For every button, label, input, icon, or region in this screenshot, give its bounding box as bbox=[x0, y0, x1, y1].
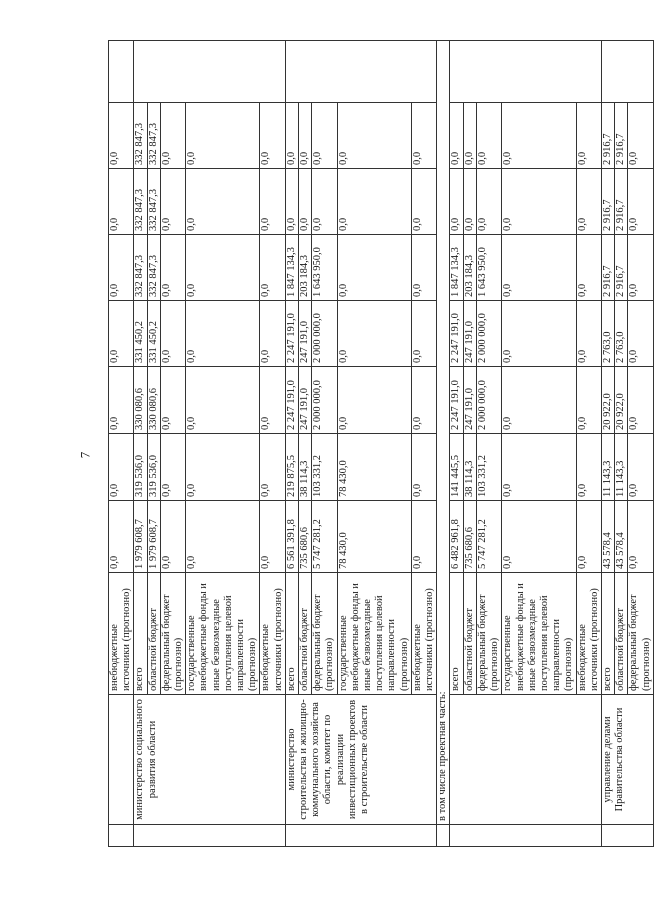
value-cell: 0,0 bbox=[260, 434, 285, 501]
value-cell: 0,0 bbox=[411, 367, 436, 434]
source-cell: областной бюджет bbox=[147, 573, 160, 695]
value-cell: 6 561 391,8 bbox=[285, 501, 298, 573]
value-cell: 0,0 bbox=[160, 103, 185, 169]
value-cell: 103 331,2 bbox=[476, 434, 501, 501]
table-row bbox=[601, 41, 614, 847]
value-cell: 1 643 950,0 bbox=[312, 235, 337, 301]
table-row bbox=[285, 41, 298, 847]
value-cell: 0,0 bbox=[576, 434, 601, 501]
value-cell: 20 922,0 bbox=[601, 367, 614, 434]
value-cell: 0,0 bbox=[411, 103, 436, 169]
value-cell: 319 536,0 bbox=[147, 434, 160, 501]
value-cell: 0,0 bbox=[260, 235, 285, 301]
value-cell: 0,0 bbox=[160, 301, 185, 367]
value-cell: 0,0 bbox=[628, 434, 653, 501]
source-cell: всего bbox=[285, 573, 298, 695]
value-cell: 0,0 bbox=[628, 169, 653, 235]
value-cell: 0,0 bbox=[260, 367, 285, 434]
value-cell: 0,0 bbox=[628, 235, 653, 301]
value-cell: 2 247 191,0 bbox=[450, 367, 463, 434]
value-cell: 2 763,0 bbox=[601, 301, 614, 367]
value-cell: 2 763,0 bbox=[615, 301, 628, 367]
value-cell: 0,0 bbox=[628, 103, 653, 169]
blank-cell bbox=[109, 825, 134, 847]
source-cell: федеральный бюджет (прогнозно) bbox=[476, 573, 501, 695]
value-cell: 332 847,3 bbox=[134, 235, 147, 301]
table-row bbox=[109, 41, 134, 847]
source-cell: федеральный бюджет (прогнозно) bbox=[312, 573, 337, 695]
value-cell: 0,0 bbox=[337, 235, 411, 301]
value-cell: 0,0 bbox=[109, 434, 134, 501]
value-cell: 0,0 bbox=[312, 169, 337, 235]
value-cell: 0,0 bbox=[411, 169, 436, 235]
table-row bbox=[134, 41, 147, 847]
value-cell: 1 643 950,0 bbox=[476, 235, 501, 301]
value-cell: 332 847,3 bbox=[147, 169, 160, 235]
value-cell: 0,0 bbox=[411, 501, 436, 573]
blank-cell bbox=[601, 41, 653, 103]
org-cell bbox=[109, 695, 134, 825]
blank-cell bbox=[601, 825, 653, 847]
value-cell: 0,0 bbox=[411, 235, 436, 301]
value-cell: 0,0 bbox=[186, 235, 260, 301]
value-cell: 203 184,3 bbox=[299, 235, 312, 301]
value-cell: 78 430,0 bbox=[337, 434, 411, 501]
source-cell: внебюджетные источники (прогнозно) bbox=[109, 573, 134, 695]
value-cell: 219 875,5 bbox=[285, 434, 298, 501]
value-cell: 0,0 bbox=[502, 235, 576, 301]
value-cell: 0,0 bbox=[576, 103, 601, 169]
value-cell: 0,0 bbox=[186, 434, 260, 501]
value-cell: 0,0 bbox=[502, 103, 576, 169]
source-cell: областной бюджет bbox=[615, 573, 628, 695]
value-cell: 0,0 bbox=[186, 367, 260, 434]
value-cell: 0,0 bbox=[186, 169, 260, 235]
source-cell: государственные внебюджетные фонды и иные безвозмездные поступления целевой направленности (прогнозно) bbox=[337, 573, 411, 695]
value-cell: 331 450,2 bbox=[134, 301, 147, 367]
source-cell: федеральный бюджет (прогнозно) bbox=[160, 573, 185, 695]
value-cell: 0,0 bbox=[312, 103, 337, 169]
value-cell: 38 114,3 bbox=[299, 434, 312, 501]
value-cell: 319 536,0 bbox=[134, 434, 147, 501]
value-cell: 0,0 bbox=[576, 301, 601, 367]
value-cell: 0,0 bbox=[411, 301, 436, 367]
value-cell: 38 114,3 bbox=[463, 434, 476, 501]
value-cell: 0,0 bbox=[502, 169, 576, 235]
value-cell: 0,0 bbox=[576, 367, 601, 434]
source-cell: внебюджетные источники (прогнозно) bbox=[576, 573, 601, 695]
value-cell: 1 847 134,3 bbox=[285, 235, 298, 301]
value-cell: 0,0 bbox=[160, 169, 185, 235]
value-cell: 0,0 bbox=[260, 169, 285, 235]
value-cell: 0,0 bbox=[160, 434, 185, 501]
value-cell: 0,0 bbox=[260, 301, 285, 367]
source-cell: всего bbox=[450, 573, 463, 695]
value-cell: 0,0 bbox=[160, 235, 185, 301]
source-cell: государственные внебюджетные фонды и иные безвозмездные поступления целевой направленности (прогнозно) bbox=[502, 573, 576, 695]
value-cell: 332 847,3 bbox=[134, 169, 147, 235]
value-cell: 247 191,0 bbox=[463, 367, 476, 434]
value-cell: 0,0 bbox=[109, 169, 134, 235]
value-cell: 0,0 bbox=[502, 434, 576, 501]
value-cell: 0,0 bbox=[502, 367, 576, 434]
value-cell: 0,0 bbox=[186, 501, 260, 573]
value-cell: 0,0 bbox=[186, 301, 260, 367]
value-cell: 2 247 191,0 bbox=[285, 301, 298, 367]
value-cell: 203 184,3 bbox=[463, 235, 476, 301]
value-cell: 330 080,6 bbox=[134, 367, 147, 434]
blank-cell bbox=[437, 825, 450, 847]
value-cell: 735 680,6 bbox=[299, 501, 312, 573]
blank-cell bbox=[109, 41, 134, 103]
budget-table bbox=[108, 40, 654, 847]
source-cell: областной бюджет bbox=[463, 573, 476, 695]
value-cell: 0,0 bbox=[337, 301, 411, 367]
source-cell: областной бюджет bbox=[299, 573, 312, 695]
budget-table-rotated bbox=[108, 61, 652, 847]
blank-cell bbox=[285, 41, 436, 103]
value-cell: 0,0 bbox=[160, 501, 185, 573]
value-cell: 0,0 bbox=[299, 169, 312, 235]
value-cell: 0,0 bbox=[109, 103, 134, 169]
source-cell: внебюджетные источники (прогнозно) bbox=[411, 573, 436, 695]
value-cell: 0,0 bbox=[463, 169, 476, 235]
value-cell: 2 916,7 bbox=[601, 169, 614, 235]
source-cell: федеральный бюджет (прогнозно) bbox=[628, 573, 653, 695]
org-cell: министерство строительства и жилищно-коммунального хозяйства области, комитет по реализации инвестиционных проектов в строительстве области bbox=[285, 695, 436, 825]
value-cell: 2 247 191,0 bbox=[450, 301, 463, 367]
source-cell: всего bbox=[601, 573, 614, 695]
value-cell: 0,0 bbox=[109, 501, 134, 573]
value-cell: 0,0 bbox=[285, 169, 298, 235]
value-cell: 0,0 bbox=[109, 301, 134, 367]
value-cell: 78 430,0 bbox=[337, 501, 411, 573]
value-cell: 0,0 bbox=[628, 367, 653, 434]
value-cell: 247 191,0 bbox=[299, 367, 312, 434]
value-cell: 2 916,7 bbox=[601, 235, 614, 301]
value-cell: 0,0 bbox=[502, 501, 576, 573]
value-cell: 43 578,4 bbox=[615, 501, 628, 573]
source-cell: государственные внебюджетные фонды и иные безвозмездные поступления целевой направленности (прогнозно) bbox=[186, 573, 260, 695]
value-cell: 1 979 608,7 bbox=[134, 501, 147, 573]
value-cell: 332 847,3 bbox=[147, 235, 160, 301]
value-cell: 735 680,6 bbox=[463, 501, 476, 573]
value-cell: 0,0 bbox=[476, 103, 501, 169]
value-cell: 2 916,7 bbox=[615, 169, 628, 235]
value-cell: 0,0 bbox=[337, 367, 411, 434]
blank-cell bbox=[450, 825, 601, 847]
value-cell: 0,0 bbox=[463, 103, 476, 169]
value-cell: 247 191,0 bbox=[299, 301, 312, 367]
value-cell: 331 450,2 bbox=[147, 301, 160, 367]
value-cell: 0,0 bbox=[628, 301, 653, 367]
value-cell: 332 847,3 bbox=[147, 103, 160, 169]
value-cell: 0,0 bbox=[260, 103, 285, 169]
value-cell: 0,0 bbox=[160, 367, 185, 434]
value-cell: 0,0 bbox=[299, 103, 312, 169]
value-cell: 1 979 608,7 bbox=[147, 501, 160, 573]
org-cell bbox=[450, 695, 601, 825]
value-cell: 0,0 bbox=[109, 367, 134, 434]
value-cell: 0,0 bbox=[285, 103, 298, 169]
value-cell: 2 000 000,0 bbox=[312, 367, 337, 434]
value-cell: 330 080,6 bbox=[147, 367, 160, 434]
org-cell: управление делами Правительства области bbox=[601, 695, 653, 825]
value-cell: 0,0 bbox=[576, 501, 601, 573]
value-cell: 0,0 bbox=[576, 235, 601, 301]
value-cell: 0,0 bbox=[576, 169, 601, 235]
value-cell: 247 191,0 bbox=[463, 301, 476, 367]
value-cell: 43 578,4 bbox=[601, 501, 614, 573]
value-cell: 2 000 000,0 bbox=[312, 301, 337, 367]
value-cell: 2 000 000,0 bbox=[476, 301, 501, 367]
value-cell: 332 847,3 bbox=[134, 103, 147, 169]
value-cell: 0,0 bbox=[337, 103, 411, 169]
source-cell: внебюджетные источники (прогнозно) bbox=[260, 573, 285, 695]
value-cell: 5 747 281,2 bbox=[476, 501, 501, 573]
blank-cell bbox=[450, 41, 601, 103]
blank-cell bbox=[134, 41, 285, 103]
value-cell: 0,0 bbox=[476, 169, 501, 235]
value-cell: 0,0 bbox=[450, 103, 463, 169]
value-cell: 2 916,7 bbox=[615, 103, 628, 169]
value-cell: 2 000 000,0 bbox=[476, 367, 501, 434]
value-cell: 0,0 bbox=[411, 434, 436, 501]
section-label: в том числе проектная часть: bbox=[437, 41, 450, 825]
source-cell: всего bbox=[134, 573, 147, 695]
value-cell: 0,0 bbox=[337, 169, 411, 235]
value-cell: 0,0 bbox=[502, 301, 576, 367]
value-cell: 2 916,7 bbox=[615, 235, 628, 301]
value-cell: 0,0 bbox=[450, 169, 463, 235]
value-cell: 20 922,0 bbox=[615, 367, 628, 434]
value-cell: 0,0 bbox=[186, 103, 260, 169]
section-row bbox=[437, 41, 450, 847]
table-row bbox=[450, 41, 463, 847]
value-cell: 141 445,5 bbox=[450, 434, 463, 501]
blank-cell bbox=[285, 825, 436, 847]
value-cell: 5 747 281,2 bbox=[312, 501, 337, 573]
value-cell: 2 916,7 bbox=[601, 103, 614, 169]
value-cell: 6 482 961,8 bbox=[450, 501, 463, 573]
value-cell: 0,0 bbox=[628, 501, 653, 573]
value-cell: 103 331,2 bbox=[312, 434, 337, 501]
value-cell: 2 247 191,0 bbox=[285, 367, 298, 434]
value-cell: 11 143,3 bbox=[615, 434, 628, 501]
value-cell: 0,0 bbox=[109, 235, 134, 301]
value-cell: 11 143,3 bbox=[601, 434, 614, 501]
page-number: 7 bbox=[77, 451, 93, 459]
value-cell: 0,0 bbox=[260, 501, 285, 573]
org-cell: министерство социального развития области bbox=[134, 695, 285, 825]
blank-cell bbox=[134, 825, 285, 847]
value-cell: 1 847 134,3 bbox=[450, 235, 463, 301]
